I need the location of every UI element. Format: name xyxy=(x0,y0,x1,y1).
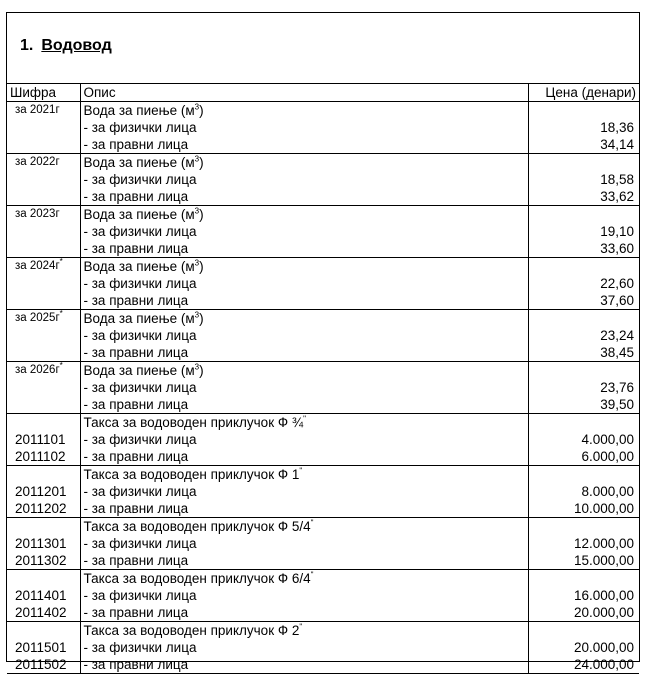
price-cell xyxy=(528,102,639,120)
price-cell: 33,60 xyxy=(528,240,639,258)
code-cell xyxy=(7,188,80,206)
description-cell: - за правни лица xyxy=(80,136,528,154)
price-cell: 39,50 xyxy=(528,396,639,414)
group-heading-close: ) xyxy=(199,259,204,274)
group-heading-row xyxy=(7,570,639,588)
price-cell: 19,10 xyxy=(528,223,639,240)
unit-superscript: 3 xyxy=(194,310,200,320)
code-cell xyxy=(7,396,80,414)
group-heading-row xyxy=(7,362,639,380)
code-cell: 2011301 xyxy=(15,536,67,551)
year-label xyxy=(7,570,80,588)
document-frame xyxy=(6,12,640,672)
price-cell: 24.000,00 xyxy=(528,656,639,674)
header-code: Шифра xyxy=(7,84,80,102)
unit-superscript: " xyxy=(310,518,314,528)
description-cell: - за физички лица xyxy=(80,223,528,240)
price-cell: 18,58 xyxy=(528,171,639,188)
year-label xyxy=(7,310,80,328)
table-row xyxy=(7,136,639,154)
group-heading xyxy=(80,622,528,640)
price-cell xyxy=(528,466,639,484)
price-cell: 4.000,00 xyxy=(528,431,639,448)
price-cell: 15.000,00 xyxy=(528,552,639,570)
group-heading-text: Такса за водоводен приклучок Ф 2 xyxy=(83,623,300,638)
price-cell: 34,14 xyxy=(528,136,639,154)
table-row xyxy=(7,587,639,604)
year-label xyxy=(7,154,80,172)
table-row xyxy=(7,223,639,240)
description-cell: - за правни лица xyxy=(80,240,528,258)
price-cell: 23,76 xyxy=(528,379,639,396)
unit-superscript: 3 xyxy=(194,362,200,372)
section-title xyxy=(20,37,112,55)
group-heading-text: Такса за водоводен приклучок Ф ¾ xyxy=(83,415,304,430)
year-label xyxy=(7,622,80,640)
year-footnote-mark: * xyxy=(59,361,63,371)
group-heading-row xyxy=(7,622,639,640)
description-cell: - за физички лица xyxy=(80,483,528,500)
price-cell: 37,60 xyxy=(528,292,639,310)
group-heading-close: ) xyxy=(199,363,204,378)
price-cell: 12.000,00 xyxy=(528,535,639,552)
code-cell: 2011101 xyxy=(15,432,66,447)
table-row xyxy=(7,379,639,396)
code-cell: 2011401 xyxy=(15,588,67,603)
header-price: Цена (денари) xyxy=(528,84,639,102)
group-heading-text: Вода за пиење (м xyxy=(83,259,195,274)
price-cell: 23,24 xyxy=(528,327,639,344)
code-cell xyxy=(7,171,80,188)
unit-superscript: " xyxy=(299,622,303,632)
year-label xyxy=(7,258,80,276)
table-header-row xyxy=(7,84,639,102)
code-cell xyxy=(7,136,80,154)
group-heading-close: ) xyxy=(199,311,204,326)
year-label-text: за 2023г xyxy=(15,208,60,220)
table-row xyxy=(7,604,639,622)
table-row xyxy=(7,327,639,344)
group-heading-close: ) xyxy=(199,207,204,222)
code-cell xyxy=(7,327,80,344)
year-label xyxy=(7,414,80,432)
table-row xyxy=(7,500,639,518)
table-row xyxy=(7,483,639,500)
group-heading-text: Такса за водоводен приклучок Ф 1 xyxy=(83,467,300,482)
description-cell: - за физички лица xyxy=(80,639,528,656)
table-row xyxy=(7,292,639,310)
unit-superscript: " xyxy=(310,570,314,580)
code-cell: 2011501 xyxy=(15,640,67,655)
year-label xyxy=(7,466,80,484)
price-cell xyxy=(528,258,639,276)
group-heading-close: ) xyxy=(199,103,204,118)
group-heading-row xyxy=(7,258,639,276)
group-heading xyxy=(80,258,528,276)
table-row xyxy=(7,535,639,552)
code-cell: 2011202 xyxy=(7,500,80,518)
table-row xyxy=(7,431,639,448)
price-cell xyxy=(528,414,639,432)
code-cell xyxy=(7,275,80,292)
price-cell: 16.000,00 xyxy=(528,587,639,604)
price-cell: 18,36 xyxy=(528,119,639,136)
unit-superscript: 3 xyxy=(194,258,200,268)
code-cell xyxy=(7,119,80,136)
group-heading-row xyxy=(7,466,639,484)
table-row xyxy=(7,344,639,362)
year-label-text: за 2026г xyxy=(15,364,60,376)
group-heading-row xyxy=(7,310,639,328)
table-row xyxy=(7,639,639,656)
description-cell: - за правни лица xyxy=(80,344,528,362)
year-footnote-mark: * xyxy=(59,309,63,319)
group-heading-row xyxy=(7,102,639,120)
table-row xyxy=(7,275,639,292)
group-heading-text: Вода за пиење (м xyxy=(83,155,195,170)
description-cell: - за правни лица xyxy=(80,292,528,310)
year-label xyxy=(7,362,80,380)
year-label xyxy=(7,102,80,120)
description-cell: - за физички лица xyxy=(80,379,528,396)
table-row xyxy=(7,188,639,206)
unit-superscript: " xyxy=(303,414,306,424)
price-cell: 6.000,00 xyxy=(528,448,639,466)
description-cell: - за правни лица xyxy=(80,396,528,414)
group-heading xyxy=(80,466,528,484)
code-cell xyxy=(7,344,80,362)
code-cell xyxy=(7,223,80,240)
description-cell: - за правни лица xyxy=(80,448,528,466)
description-cell: - за физички лица xyxy=(80,431,528,448)
section-title-text: Водовод xyxy=(41,37,112,54)
description-cell: - за физички лица xyxy=(80,535,528,552)
table-row xyxy=(7,552,639,570)
year-label-text: за 2025г xyxy=(15,312,60,324)
description-cell: - за правни лица xyxy=(80,500,528,518)
price-cell: 8.000,00 xyxy=(528,483,639,500)
table-row xyxy=(7,119,639,136)
group-heading-row xyxy=(7,414,639,432)
price-cell: 10.000,00 xyxy=(528,500,639,518)
code-cell: 2011502 xyxy=(7,656,80,674)
price-cell: 38,45 xyxy=(528,344,639,362)
section-number: 1. xyxy=(20,37,34,54)
price-cell xyxy=(528,518,639,536)
group-heading xyxy=(80,102,528,120)
unit-superscript: " xyxy=(299,466,303,476)
group-heading-row xyxy=(7,206,639,224)
description-cell: - за физички лица xyxy=(80,587,528,604)
group-heading-row xyxy=(7,518,639,536)
section-header xyxy=(7,13,639,84)
group-heading xyxy=(80,570,528,588)
description-cell: - за правни лица xyxy=(80,188,528,206)
price-cell: 20.000,00 xyxy=(528,604,639,622)
table-row xyxy=(7,396,639,414)
description-cell: - за физички лица xyxy=(80,327,528,344)
group-heading xyxy=(80,518,528,536)
price-cell: 33,62 xyxy=(528,188,639,206)
year-label-text: за 2021г xyxy=(15,104,60,116)
year-label xyxy=(7,518,80,536)
header-description: Опис xyxy=(80,84,528,102)
group-heading xyxy=(80,310,528,328)
code-cell xyxy=(7,292,80,310)
code-cell: 2011102 xyxy=(7,448,80,466)
group-heading-text: Вода за пиење (м xyxy=(83,363,195,378)
code-cell: 2011201 xyxy=(15,484,67,499)
group-heading-text: Вода за пиење (м xyxy=(83,311,195,326)
price-cell: 22,60 xyxy=(528,275,639,292)
code-cell: 2011302 xyxy=(7,552,80,570)
year-label-text: за 2024г xyxy=(15,260,60,272)
table-row xyxy=(7,240,639,258)
price-cell xyxy=(528,570,639,588)
description-cell: - за правни лица xyxy=(80,552,528,570)
tariff-table xyxy=(7,84,639,674)
price-cell xyxy=(528,154,639,172)
table-row xyxy=(7,448,639,466)
unit-superscript: 3 xyxy=(194,206,200,216)
group-heading-text: Такса за водоводен приклучок Ф 5/4 xyxy=(83,519,311,534)
group-heading-text: Вода за пиење (м xyxy=(83,207,195,222)
year-label xyxy=(7,206,80,224)
table-row xyxy=(7,171,639,188)
unit-superscript: 3 xyxy=(194,102,200,112)
group-heading-text: Такса за водоводен приклучок Ф 6/4 xyxy=(83,571,311,586)
description-cell: - за физички лица xyxy=(80,171,528,188)
description-cell: - за правни лица xyxy=(80,656,528,674)
group-heading xyxy=(80,154,528,172)
price-cell xyxy=(528,206,639,224)
group-heading-close: ) xyxy=(199,155,204,170)
group-heading-row xyxy=(7,154,639,172)
year-footnote-mark: * xyxy=(59,257,63,267)
description-cell: - за физички лица xyxy=(80,119,528,136)
price-cell: 20.000,00 xyxy=(528,639,639,656)
year-label-text: за 2022г xyxy=(15,156,60,168)
description-cell: - за правни лица xyxy=(80,604,528,622)
group-heading xyxy=(80,414,528,432)
price-cell xyxy=(528,622,639,640)
unit-superscript: 3 xyxy=(194,154,200,164)
description-cell: - за физички лица xyxy=(80,275,528,292)
price-cell xyxy=(528,362,639,380)
code-cell xyxy=(7,379,80,396)
code-cell xyxy=(7,240,80,258)
price-cell xyxy=(528,310,639,328)
group-heading-text: Вода за пиење (м xyxy=(83,103,195,118)
code-cell: 2011402 xyxy=(7,604,80,622)
group-heading xyxy=(80,206,528,224)
table-row xyxy=(7,656,639,674)
group-heading xyxy=(80,362,528,380)
